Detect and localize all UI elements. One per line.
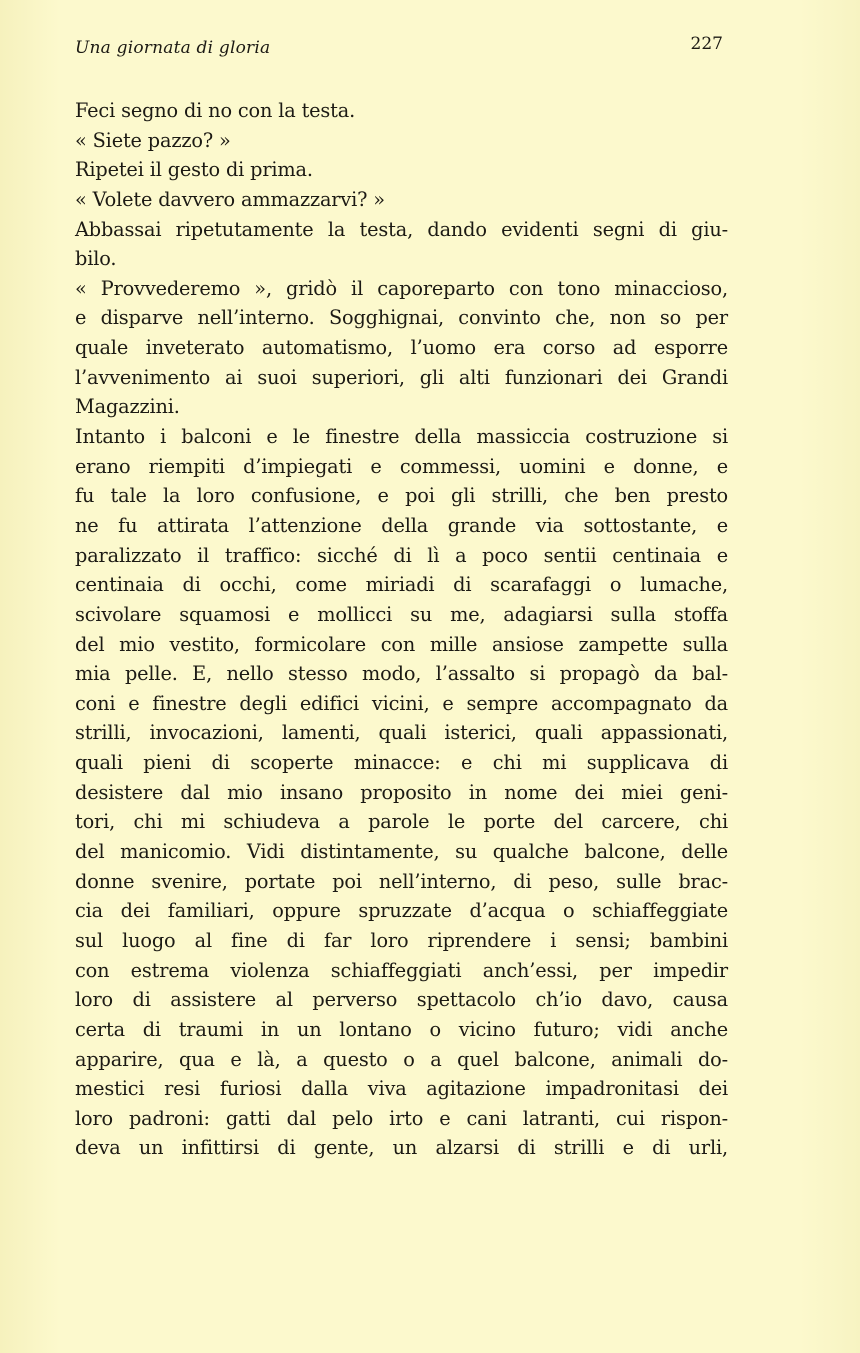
text-line: Intanto i balconi e le finestre della massiccia costruzione si bbox=[75, 425, 728, 449]
text-line: con estrema violenza schiaffeggiati anch’essi, per impedir bbox=[75, 958, 728, 982]
text-line: del mio vestito, formicolare con mille ansiose zampette sulla bbox=[75, 632, 728, 656]
text-line: « Siete pazzo? » bbox=[75, 128, 231, 152]
text-line: mia pelle. E, nello stesso modo, l’assalto si propagò da bal- bbox=[75, 662, 728, 686]
text-line: sul luogo al fine di far loro riprendere i sensi; bambini bbox=[75, 928, 728, 952]
text-line: quale inveterato automatismo, l’uomo era corso ad esporre bbox=[75, 336, 728, 360]
text-line: ne fu attirata l’attenzione della grande via sottostante, e bbox=[75, 513, 728, 537]
text-line: donne svenire, portate poi nell’interno, di peso, sulle brac- bbox=[75, 869, 728, 893]
text-line: centinaia di occhi, come miriadi di scarafaggi o lumache, bbox=[75, 573, 728, 597]
text-line: paralizzato il traffico: sicché di lì a poco sentii centinaia e bbox=[75, 543, 728, 567]
text-line: Feci segno di no con la testa. bbox=[75, 99, 356, 122]
text-line: mestici resi furiosi dalla viva agitazione impadronitasi dei bbox=[75, 1077, 728, 1101]
text-line: desistere dal mio insano proposito in nome dei miei geni- bbox=[75, 780, 728, 804]
text-line: scivolare squamosi e mollicci su me, adagiarsi sulla stoffa bbox=[75, 602, 728, 626]
running-head bbox=[75, 34, 723, 66]
text-line: apparire, qua e là, a questo o a quel balcone, animali do- bbox=[75, 1047, 728, 1071]
text-line: loro padroni: gatti dal pelo irto e cani latranti, cui rispon- bbox=[75, 1106, 728, 1130]
text-line: tori, chi mi schiudeva a parole le porte del carcere, chi bbox=[75, 810, 728, 834]
text-line: Magazzini. bbox=[75, 395, 180, 419]
text-line: erano riempiti d’impiegati e commessi, uomini e donne, e bbox=[75, 454, 728, 478]
text-line: e disparve nell’interno. Sogghignai, convinto che, non so per bbox=[75, 306, 728, 330]
text-line: « Volete davvero ammazzarvi? » bbox=[75, 187, 385, 211]
text-line: loro di assistere al perverso spettacolo ch’io davo, causa bbox=[75, 988, 728, 1012]
text-line: « Provvederemo », gridò il caporeparto con tono minaccioso, bbox=[75, 276, 728, 300]
running-head-title: Una giornata di gloria bbox=[75, 38, 271, 58]
text-line: cia dei familiari, oppure spruzzate d’acqua o schiaffeggiate bbox=[75, 899, 728, 923]
text-line: l’avvenimento ai suoi superiori, gli alti funzionari dei Grandi bbox=[75, 365, 728, 389]
text-line: deva un infittirsi di gente, un alzarsi di strilli e di urli, bbox=[75, 1136, 728, 1160]
text-line: del manicomio. Vidi distintamente, su qualche balcone, delle bbox=[75, 840, 728, 864]
text-line: certa di traumi in un lontano o vicino futuro; vidi anche bbox=[75, 1017, 728, 1041]
text-line: quali pieni di scoperte minacce: e chi mi supplicava di bbox=[75, 751, 728, 775]
text-line: strilli, invocazioni, lamenti, quali isterici, quali appassionati, bbox=[75, 721, 728, 745]
text-line: bilo. bbox=[75, 247, 117, 271]
text-line: Abbassai ripetutamente la testa, dando evidenti segni di giu- bbox=[75, 217, 728, 241]
page-number: 227 bbox=[690, 34, 723, 54]
text-line: Ripetei il gesto di prima. bbox=[75, 158, 313, 182]
body-text bbox=[75, 96, 728, 1163]
text-line: fu tale la loro confusione, e poi gli strilli, che ben presto bbox=[75, 484, 728, 508]
text-line: coni e finestre degli edifici vicini, e sempre accompagnato da bbox=[75, 691, 728, 715]
